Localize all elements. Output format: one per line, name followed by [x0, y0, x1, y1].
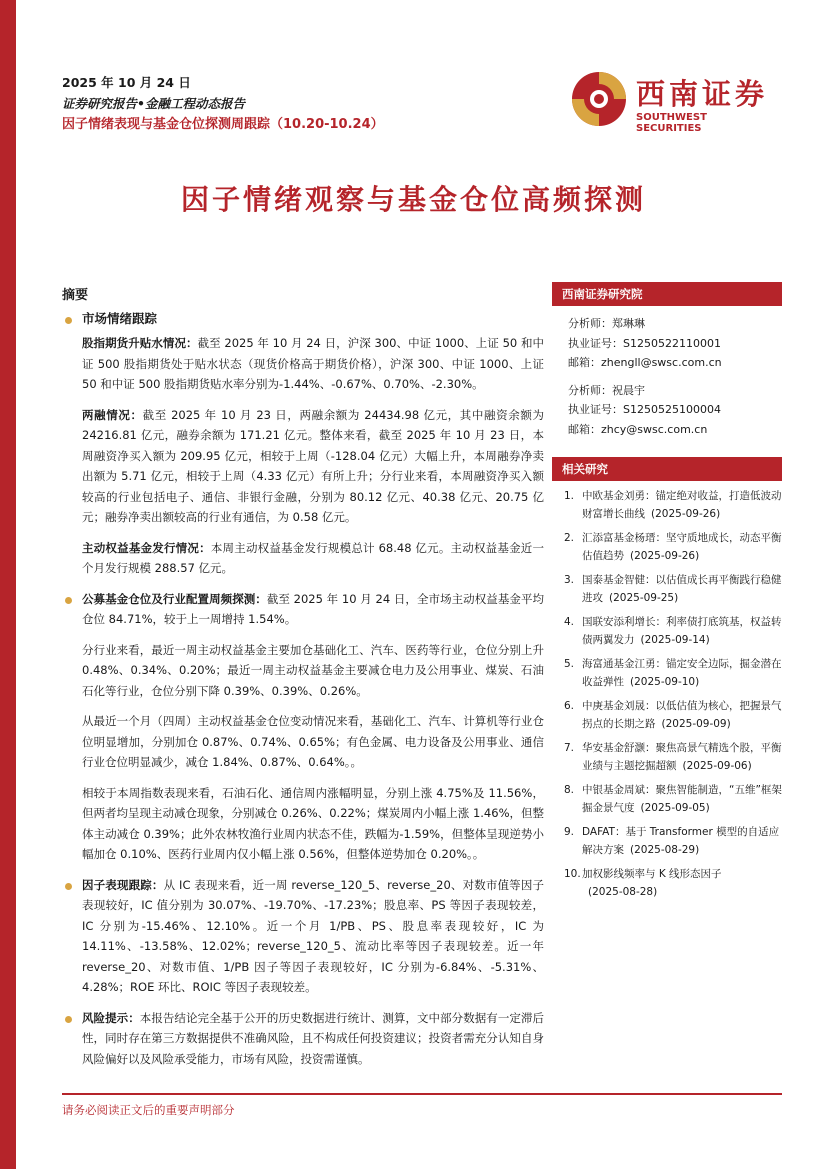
related-item-title: 华安基金舒灏：聚焦高景气精选个股，平衡业绩与主题挖掘超额	[582, 742, 782, 772]
related-item-date: (2025-09-10)	[630, 675, 700, 688]
report-date: 2025 年 10 月 24 日	[62, 75, 191, 90]
analyst-cert: 执业证号：S1250525100004	[568, 403, 721, 416]
industry-week-paragraph: 分行业来看，最近一周主动权益基金主要加仓基础化工、汽车、医药等行业，仓位分别上升 0.48%、0.34%、0.20%；最近一周主动权益基金主要减仓电力及公用事业、煤炭、石油石化等行业，仓位分别下降 0.39%、0.39%、0.26%。	[82, 642, 544, 698]
analyst-email[interactable]: 邮箱：zhcy@swsc.com.cn	[568, 422, 708, 436]
risk-label: 风险提示：	[82, 1010, 140, 1025]
related-item-date: (2025-09-25)	[609, 591, 679, 604]
summary-heading: 摘要	[62, 288, 89, 303]
fund-position-text: 截至 2025 年 10 月 24 日，全市场主动权益基金平均仓位 84.71%，较于上一周增持 1.54%。	[82, 591, 544, 626]
related-item-number: 10.	[564, 868, 581, 880]
analyst-cert: 执业证号：S1250522110001	[568, 336, 721, 350]
related-item-number: 4.	[564, 616, 575, 628]
institute-header: 西南证券研究院	[552, 282, 782, 306]
related-item-title: 中庚基金刘晟：以低估值为核心，把握景气拐点的长期之路	[582, 700, 782, 730]
logo-name-en: SOUTHWEST SECURITIES	[636, 112, 707, 134]
margin-text: 截至 2025 年 10 月 23 日，两融余额为 24434.98 亿元，其中融资余额为 24216.81 亿元，融券余额为 171.21 亿元。整体来看，截至 2025 年 10 月 23 日，本周融资净买入额为 209.95 亿元，相较于上周（-128.04 亿元）大幅上升，本周融券净卖出额为 5.71 亿元，相较于上周（4.33 亿元）有所上升；分行业来看，本周融资净买入额较高的行业包括电子、通信、非银行金融，分别为 80.12 亿元、40.38 亿元、20.75 亿元；融券净卖出额较高的行业有通信，为 0.58 亿元。	[82, 407, 545, 524]
related-item-number: 5.	[564, 658, 575, 670]
left-accent-bar	[0, 0, 16, 1169]
report-type: 证券研究报告•金融工程动态报告	[62, 96, 245, 111]
fund-issuance-paragraph	[62, 538, 544, 579]
related-item[interactable]	[552, 614, 782, 649]
summary-column	[62, 284, 544, 1079]
related-item-title: 中欧基金刘勇：锚定绝对收益，打造低波动财富增长曲线	[582, 490, 782, 520]
fund-issuance-text: 本周主动权益基金发行规模总计 68.48 亿元。主动权益基金近一个月发行规模 288.57 亿元。	[82, 540, 544, 575]
page-title: 因子情绪观察与基金仓位高频探测	[180, 183, 646, 216]
company-logo	[570, 68, 775, 134]
related-item[interactable]	[552, 740, 782, 775]
related-item-date: (2025-09-06)	[682, 759, 752, 772]
related-item-date: (2025-09-05)	[640, 801, 710, 814]
related-item-number: 9.	[564, 826, 575, 838]
risk-text: 本报告结论完全基于公开的历史数据进行统计、测算，文中部分数据有一定滞后性，同时存在第三方数据提供不准确风险，且不构成任何投资建议；投资者需充分认知自身风险偏好以及风险承受能力，市场有风险，投资需谨慎。	[82, 1010, 545, 1066]
related-item-title: 加权影线频率与 K 线形态因子	[582, 868, 722, 880]
related-item-date: (2025-08-29)	[630, 843, 700, 856]
factor-paragraph	[62, 875, 544, 998]
analyst-name: 分析师：祝晨宇	[568, 383, 645, 397]
footer-disclaimer: 请务必阅读正文后的重要声明部分	[62, 1103, 235, 1117]
related-item-number: 1.	[564, 490, 575, 502]
related-item[interactable]	[552, 866, 782, 901]
index-compare-paragraph: 相较于本周指数表现来看，石油石化、通信周内涨幅明显，分别上涨 4.75%及 11.56%，但两者均呈现主动减仓现象，分别减仓 0.26%、0.22%；煤炭周内小幅上涨 1.46%，但整体主动减仓 0.39%；此外农林牧渔行业周内状态不佳，跌幅为-1.59%，但整体呈现逆势小幅加仓 0.10%、医药行业周内仅小幅上涨 0.56%，但整体逆势加仓 0.20%。。	[82, 785, 544, 861]
related-research	[552, 457, 782, 901]
logo-name-cn: 西南证券	[636, 77, 769, 111]
futures-basis-text: 截至 2025 年 10 月 24 日，沪深 300、中证 1000、上证 50 和中证 500 股指期货处于贴水状态（现货价格高于期货价格），沪深 300、中证 1000、上证 50 和中证 500 股指期货贴水率分别为-1.44%、-0.67%、0.70%、-2.30%。	[82, 336, 545, 391]
market-section-heading: 市场情绪跟踪	[62, 309, 544, 329]
related-item-title: 国联安添利增长：利率债打底筑基，权益转债两翼发力	[582, 616, 782, 646]
risk-paragraph	[62, 1008, 544, 1070]
fund-issuance-label: 主动权益基金发行情况：	[82, 540, 211, 555]
report-header	[62, 72, 384, 136]
report-series: 因子情绪表现与基金仓位探测周跟踪（10.20-10.24）	[62, 117, 384, 132]
related-item-number: 6.	[564, 700, 575, 712]
related-item-date: (2025-09-26)	[651, 507, 721, 520]
related-item[interactable]	[552, 698, 782, 733]
futures-basis-paragraph	[62, 333, 544, 395]
related-item-date: (2025-09-09)	[661, 717, 731, 730]
logo-mark-icon	[570, 70, 628, 128]
related-item[interactable]	[552, 488, 782, 523]
related-item[interactable]	[552, 656, 782, 691]
related-item-number: 8.	[564, 784, 575, 796]
factor-label: 因子表现跟踪：	[82, 877, 164, 892]
related-item-title: 国泰基金智健：以估值成长再平衡践行稳健进攻	[582, 574, 782, 604]
sidebar	[552, 282, 782, 901]
related-item-date: (2025-09-14)	[640, 633, 710, 646]
related-item-title: 汇添富基金杨瑨：坚守质地成长，动态平衡估值趋势	[582, 532, 782, 562]
fund-position-label: 公募基金仓位及行业配置周频探测：	[82, 591, 267, 606]
related-item-date: (2025-08-28)	[588, 885, 658, 898]
related-item-title: 中银基金周斌：聚焦智能制造，“五维”框架掘金景气度	[582, 784, 782, 814]
related-item-title: DAFAT：基于 Transformer 模型的自适应解决方案	[582, 826, 780, 856]
related-research-header: 相关研究	[552, 457, 782, 481]
related-item-number: 7.	[564, 742, 575, 754]
futures-basis-label: 股指期货升贴水情况：	[82, 336, 198, 350]
margin-label: 两融情况：	[82, 407, 143, 422]
related-item[interactable]	[552, 530, 782, 565]
analyst-email[interactable]: 邮箱：zhengll@swsc.com.cn	[568, 356, 722, 369]
analyst-block	[552, 314, 782, 439]
related-item[interactable]	[552, 782, 782, 817]
related-item-date: (2025-09-26)	[630, 549, 700, 562]
related-item-number: 2.	[564, 532, 575, 544]
fund-position-paragraph	[62, 589, 544, 630]
footer-divider	[62, 1093, 782, 1095]
industry-month-paragraph: 从最近一个月（四周）主动权益基金仓位变动情况来看，基础化工、汽车、计算机等行业仓位明显增加，分别加仓 0.87%、0.74%、0.65%；有色金属、电力设备及公用事业、通信行业仓位明显减少，减仓 1.84%、0.87%、0.64%。。	[82, 714, 544, 769]
factor-text: 从 IC 表现来看，近一周 reverse_120_5、reverse_20、对数市值等因子表现较好，IC 值分别为 30.07%、-19.70%、-17.23%；股息率、PS 等因子表现较差，IC 分别为-15.46%、12.10%。近一个月 1/PB、PS、股息率表现较好，IC 为 14.11%、-13.58%、12.02%；reverse_120_5、流动比率等因子表现较差。近一年 reverse_20、对数市值、1/PB 因子等因子表现较好，IC 分别为-6.84%、-5.31%、4.28%；ROE 环比、ROIC 等因子表现较差。	[82, 877, 544, 994]
related-item[interactable]	[552, 824, 782, 859]
analyst-name: 分析师：郑琳琳	[568, 317, 645, 330]
related-item-number: 3.	[564, 574, 575, 586]
related-item[interactable]	[552, 572, 782, 607]
related-item-title: 海富通基金江勇：锚定安全边际，掘金潜在收益弹性	[582, 658, 782, 688]
margin-paragraph	[62, 405, 544, 528]
